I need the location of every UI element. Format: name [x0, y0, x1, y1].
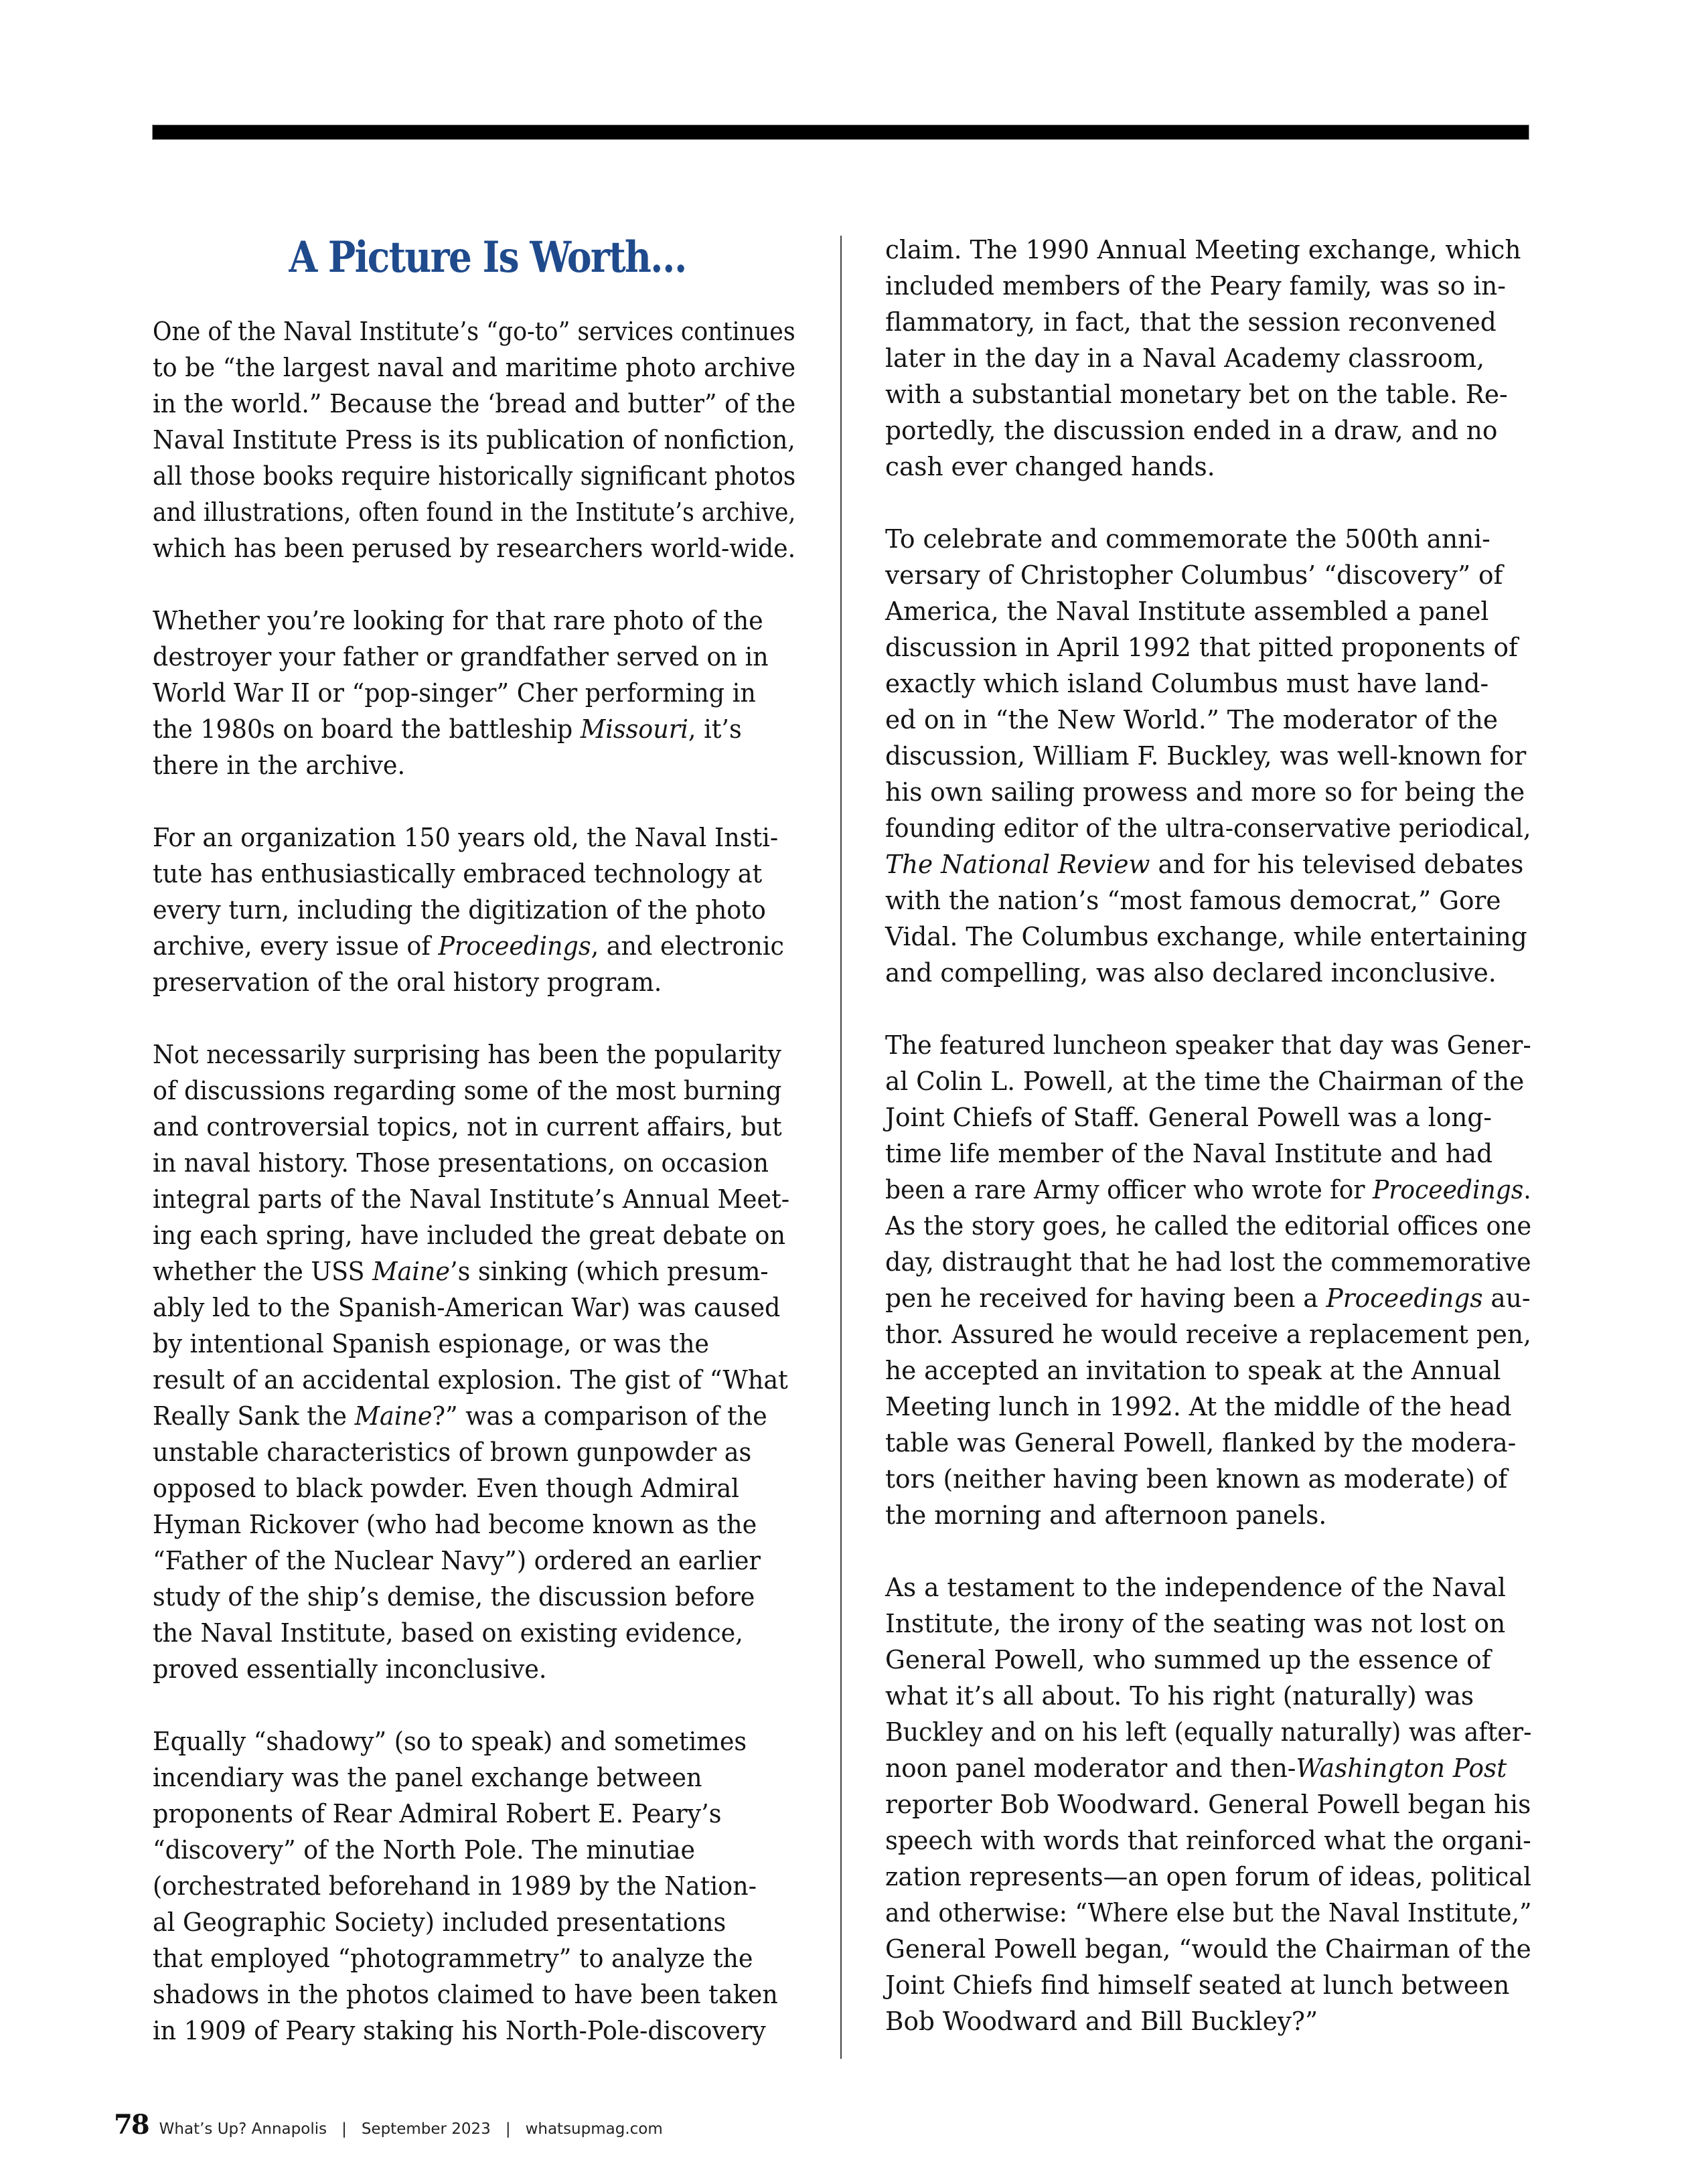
- text-run: proponents of Rear Admiral Robert E. Peary’s: [153, 1799, 722, 1828]
- text-run: his own sailing prowess and more so for being the: [885, 777, 1525, 807]
- text-line: [153, 1217, 795, 1253]
- text-line: [885, 268, 1531, 304]
- text-line: [153, 1796, 795, 1832]
- text-run: founding editor of the ultra-conservative periodical,: [885, 813, 1531, 843]
- column-divider: [840, 236, 842, 2059]
- text-line: [153, 494, 796, 530]
- text-run: time life member of the Naval Institute and had: [885, 1139, 1493, 1168]
- text-run: later in the day in a Naval Academy classroom,: [885, 343, 1485, 373]
- header-rule: [153, 125, 1529, 139]
- text-run: Joint Chiefs find himself seated at lunch between: [885, 1970, 1510, 2000]
- text-line: [153, 711, 795, 747]
- text-line: [885, 1027, 1531, 1063]
- text-line: [153, 1362, 795, 1398]
- text-line: [885, 340, 1531, 376]
- italic-title: The National Review: [885, 850, 1150, 879]
- text-run: To celebrate and commemorate the 500th anni-: [885, 524, 1490, 554]
- text-run: proved essentially inconclusive.: [153, 1654, 547, 1684]
- text-line: [885, 1497, 1531, 1533]
- text-line: [885, 412, 1531, 449]
- text-run: incendiary was the panel exchange between: [153, 1763, 702, 1792]
- text-line: [153, 675, 795, 711]
- text-run: As a testament to the independence of the Naval: [885, 1573, 1506, 1602]
- text-run: Institute, the irony of the seating was not lost on: [885, 1609, 1506, 1638]
- text-run: al Colin L. Powell, at the time the Chairman of the: [885, 1067, 1525, 1096]
- text-run: Vidal. The Columbus exchange, while entertaining: [885, 922, 1527, 951]
- text-line: [885, 1461, 1531, 1497]
- text-line: [153, 1145, 795, 1181]
- text-run: exactly which island Columbus must have land-: [885, 669, 1489, 698]
- italic-title: Maine: [354, 1401, 433, 1431]
- text-line: [885, 376, 1531, 412]
- text-line: [885, 1352, 1531, 1389]
- text-run: whether the USS: [153, 1257, 373, 1286]
- text-run: ?” was a comparison of the: [432, 1401, 767, 1431]
- paragraph: [153, 603, 822, 783]
- text-run: America, the Naval Institute assembled a panel: [885, 597, 1489, 626]
- text-line: [885, 882, 1531, 919]
- text-run: by intentional Spanish espionage, or was the: [153, 1329, 710, 1358]
- text-run: ing each spring, have included the great debate on: [153, 1221, 785, 1250]
- article-title: A Picture Is Worth…: [289, 232, 686, 283]
- text-run: flammatory, in fact, that the session reconvened: [885, 307, 1497, 337]
- text-run: discussion in April 1992 that pitted proponents of: [885, 633, 1518, 662]
- text-line: [885, 1244, 1531, 1280]
- text-run: Really Sank the: [153, 1401, 355, 1431]
- text-run: , and electronic: [591, 931, 784, 961]
- text-line: [153, 1506, 795, 1543]
- text-run: au-: [1482, 1283, 1531, 1313]
- text-line: [885, 232, 1531, 268]
- text-line: [153, 1651, 795, 1687]
- text-run: One of the Naval Institute’s “go-to” services continues: [153, 317, 795, 346]
- text-run: versary of Christopher Columbus’ “discovery” of: [885, 560, 1503, 590]
- text-line: [153, 964, 795, 1000]
- italic-title: Proceedings: [1326, 1283, 1483, 1313]
- text-line: [153, 1760, 795, 1796]
- text-line: [153, 856, 795, 892]
- text-run: to be “the largest naval and maritime photo archive: [153, 353, 796, 382]
- text-line: [885, 702, 1531, 738]
- text-line: [153, 1579, 795, 1615]
- text-run: there in the archive.: [153, 751, 406, 780]
- text-run: Equally “shadowy” (so to speak) and sometimes: [153, 1727, 747, 1756]
- italic-title: Proceedings: [438, 931, 591, 961]
- page-footer: [114, 2109, 663, 2149]
- paragraph: [885, 1569, 1541, 2039]
- text-run: World War II or “pop-singer” Cher performing in: [153, 678, 756, 708]
- text-run: portedly, the discussion ended in a draw, and no: [885, 416, 1498, 445]
- text-run: unstable characteristics of brown gunpowder as: [153, 1437, 752, 1467]
- text-run: the 1980s on board the battleship: [153, 714, 581, 744]
- paragraph: [153, 1036, 822, 1687]
- text-run: what it’s all about. To his right (naturally) was: [885, 1681, 1474, 1711]
- footer-separator: |: [341, 2120, 347, 2138]
- text-run: and otherwise: “Where else but the Naval Institute,”: [885, 1898, 1532, 1928]
- text-line: [885, 1425, 1531, 1461]
- text-run: General Powell, who summed up the essence of: [885, 1645, 1491, 1674]
- text-run: “discovery” of the North Pole. The minutiae: [153, 1835, 696, 1865]
- text-line: [885, 846, 1531, 882]
- text-line: [885, 1931, 1531, 1967]
- publication-name: What’s Up? Annapolis: [159, 2120, 327, 2138]
- text-line: [153, 1398, 795, 1434]
- text-run: tute has enthusiastically embraced technology at: [153, 859, 763, 888]
- paragraph: [885, 521, 1541, 991]
- text-run: study of the ship’s demise, the discussion before: [153, 1582, 755, 1612]
- text-run: in the world.” Because the ‘bread and butter” of the: [153, 389, 796, 418]
- text-run: integral parts of the Naval Institute’s Annual Meet-: [153, 1184, 790, 1214]
- text-run: archive, every issue of: [153, 931, 439, 961]
- text-run: Naval Institute Press is its publication of nonfiction,: [153, 425, 795, 455]
- text-run: included members of the Peary family, was so in-: [885, 271, 1506, 301]
- text-line: [885, 738, 1531, 774]
- text-run: the morning and afternoon panels.: [885, 1500, 1327, 1530]
- text-line: [885, 1136, 1531, 1172]
- text-line: [153, 1253, 795, 1290]
- paragraph: [885, 232, 1541, 485]
- text-line: [885, 919, 1531, 955]
- text-line: [153, 1832, 795, 1868]
- text-line: [885, 1316, 1531, 1352]
- text-run: the Naval Institute, based on existing evidence,: [153, 1618, 743, 1648]
- text-line: [153, 349, 795, 386]
- text-run: speech with words that reinforced what the organi-: [885, 1826, 1531, 1855]
- text-line: [153, 928, 795, 964]
- text-line: [153, 1326, 795, 1362]
- text-line: [885, 666, 1531, 702]
- text-run: Joint Chiefs of Staff. General Powell was a long-: [885, 1103, 1492, 1132]
- text-line: [885, 1714, 1532, 1750]
- text-run: Meeting lunch in 1992. At the middle of the head: [885, 1392, 1512, 1421]
- text-line: [153, 1904, 795, 1940]
- text-run: ’s sinking (which presum-: [449, 1257, 769, 1286]
- text-line: [153, 1036, 795, 1073]
- paragraph: [153, 313, 822, 566]
- text-run: and controversial topics, not in current affairs, but: [153, 1112, 782, 1142]
- text-line: [153, 820, 795, 856]
- text-run: As the story goes, he called the editorial offices one: [885, 1211, 1532, 1241]
- text-line: [885, 521, 1531, 557]
- text-line: [153, 747, 795, 783]
- text-line: [153, 1615, 795, 1651]
- text-run: and for his televised debates: [1150, 850, 1524, 879]
- text-line: [885, 1895, 1532, 1931]
- text-line: [885, 304, 1531, 340]
- text-line: [885, 1606, 1531, 1642]
- italic-title: Washington Post: [1296, 1753, 1507, 1783]
- text-line: [153, 639, 795, 675]
- text-run: (orchestrated beforehand in 1989 by the Nation-: [153, 1871, 757, 1901]
- text-line: [153, 1543, 795, 1579]
- text-run: Bob Woodward and Bill Buckley?”: [885, 2007, 1318, 2036]
- text-line: [153, 892, 795, 928]
- text-run: The featured luncheon speaker that day was Gener-: [885, 1030, 1531, 1060]
- text-line: [885, 810, 1531, 846]
- text-run: with a substantial monetary bet on the table. Re-: [885, 380, 1508, 409]
- text-run: that employed “photogrammetry” to analyze the: [153, 1944, 753, 1973]
- text-line: [885, 1280, 1531, 1316]
- text-run: .: [1523, 1175, 1531, 1204]
- text-line: [153, 422, 793, 458]
- text-line: [153, 1723, 795, 1760]
- text-run: discussion, William F. Buckley, was well-known for: [885, 741, 1527, 771]
- text-run: “Father of the Nuclear Navy”) ordered an earlier: [153, 1546, 761, 1575]
- page-number: 78: [114, 2109, 149, 2140]
- text-run: For an organization 150 years old, the Naval Insti-: [153, 823, 779, 852]
- text-line: [153, 1181, 795, 1217]
- text-line: [153, 458, 796, 494]
- text-run: ably led to the Spanish-American War) was caused: [153, 1293, 781, 1322]
- text-line: [885, 1569, 1531, 1606]
- text-run: and illustrations, often found in the Institute’s archive,: [153, 497, 796, 527]
- text-run: thor. Assured he would receive a replacement pen,: [885, 1320, 1531, 1349]
- text-line: [153, 1109, 795, 1145]
- text-run: al Geographic Society) included presentations: [153, 1907, 727, 1937]
- text-run: in naval history. Those presentations, on occasion: [153, 1148, 769, 1178]
- paragraph: [153, 820, 822, 1000]
- text-line: [885, 1967, 1531, 2003]
- text-run: opposed to black powder. Even though Admiral: [153, 1474, 739, 1503]
- text-line: [153, 1976, 795, 2013]
- text-run: table was General Powell, flanked by the modera-: [885, 1428, 1517, 1458]
- text-run: he accepted an invitation to speak at the Annual: [885, 1356, 1501, 1385]
- text-run: zation represents—an open forum of ideas, political: [885, 1862, 1531, 1891]
- text-line: [885, 1063, 1531, 1099]
- paragraph: [153, 1723, 822, 2049]
- text-run: preservation of the oral history program.: [153, 967, 662, 997]
- text-run: Hyman Rickover (who had become known as the: [153, 1510, 757, 1539]
- text-line: [885, 955, 1531, 991]
- text-run: noon panel moderator and then-: [885, 1753, 1296, 1783]
- website-link[interactable]: whatsupmag.com: [525, 2120, 663, 2138]
- text-run: Whether you’re looking for that rare photo of the: [153, 606, 763, 635]
- text-line: [885, 1172, 1531, 1208]
- text-line: [885, 1208, 1532, 1244]
- text-line: [153, 1434, 795, 1470]
- text-line: [153, 1470, 795, 1506]
- text-line: [885, 449, 1531, 485]
- text-run: every turn, including the digitization of the photo: [153, 895, 766, 925]
- right-column: [885, 232, 1541, 2076]
- text-run: reporter Bob Woodward. General Powell began his: [885, 1790, 1531, 1819]
- text-run: in 1909 of Peary staking his North-Pole-discovery: [153, 2016, 766, 2045]
- text-line: [153, 1868, 795, 1904]
- text-line: [153, 603, 795, 639]
- text-line: [153, 1940, 795, 1976]
- text-run: Buckley and on his left (equally naturally) was after-: [885, 1717, 1532, 1747]
- italic-title: Proceedings: [1372, 1175, 1524, 1204]
- text-run: all those books require historically significant photos: [153, 461, 796, 491]
- text-line: [153, 386, 796, 422]
- text-run: day, distraught that he had lost the commemorative: [885, 1247, 1531, 1277]
- italic-title: Maine: [372, 1257, 450, 1286]
- text-line: [885, 629, 1531, 666]
- text-run: General Powell began, “would the Chairman of the: [885, 1934, 1531, 1964]
- text-run: of discussions regarding some of the most burning: [153, 1076, 782, 1105]
- text-run: cash ever changed hands.: [885, 452, 1215, 481]
- text-run: , it’s: [688, 714, 742, 744]
- left-column: [153, 313, 822, 2085]
- text-run: tors (neither having been known as moderate) of: [885, 1464, 1508, 1494]
- text-run: with the nation’s “most famous democrat,” Gore: [885, 886, 1501, 915]
- text-line: [885, 1642, 1531, 1678]
- text-line: [153, 530, 796, 566]
- text-line: [885, 557, 1531, 593]
- text-run: been a rare Army officer who wrote for: [885, 1175, 1373, 1204]
- text-line: [885, 1678, 1531, 1714]
- text-line: [153, 1073, 795, 1109]
- text-line: [885, 1786, 1531, 1822]
- text-line: [885, 1099, 1531, 1136]
- text-run: ed on in “the New World.” The moderator of the: [885, 705, 1499, 734]
- text-line: [885, 2003, 1531, 2039]
- footer-separator: |: [505, 2120, 511, 2138]
- text-line: [885, 1389, 1531, 1425]
- text-run: Not necessarily surprising has been the popularity: [153, 1040, 781, 1069]
- text-run: and compelling, was also declared inconclusive.: [885, 958, 1497, 988]
- text-run: result of an accidental explosion. The gist of “What: [153, 1365, 788, 1395]
- text-line: [885, 774, 1531, 810]
- text-line: [885, 1859, 1531, 1895]
- paragraph: [885, 1027, 1541, 1533]
- text-run: shadows in the photos claimed to have been taken: [153, 1980, 778, 2009]
- text-line: [153, 2013, 795, 2049]
- issue-date: September 2023: [361, 2120, 491, 2138]
- text-line: [885, 593, 1531, 629]
- text-run: pen he received for having been a: [885, 1283, 1326, 1313]
- text-run: destroyer your father or grandfather served on in: [153, 642, 769, 672]
- text-line: [885, 1822, 1531, 1859]
- text-line: [153, 1290, 795, 1326]
- italic-title: Missouri: [580, 714, 688, 744]
- text-run: claim. The 1990 Annual Meeting exchange, which: [885, 235, 1521, 264]
- text-run: which has been perused by researchers world-wide.: [153, 534, 796, 563]
- text-line: [885, 1750, 1531, 1786]
- text-line: [153, 313, 795, 349]
